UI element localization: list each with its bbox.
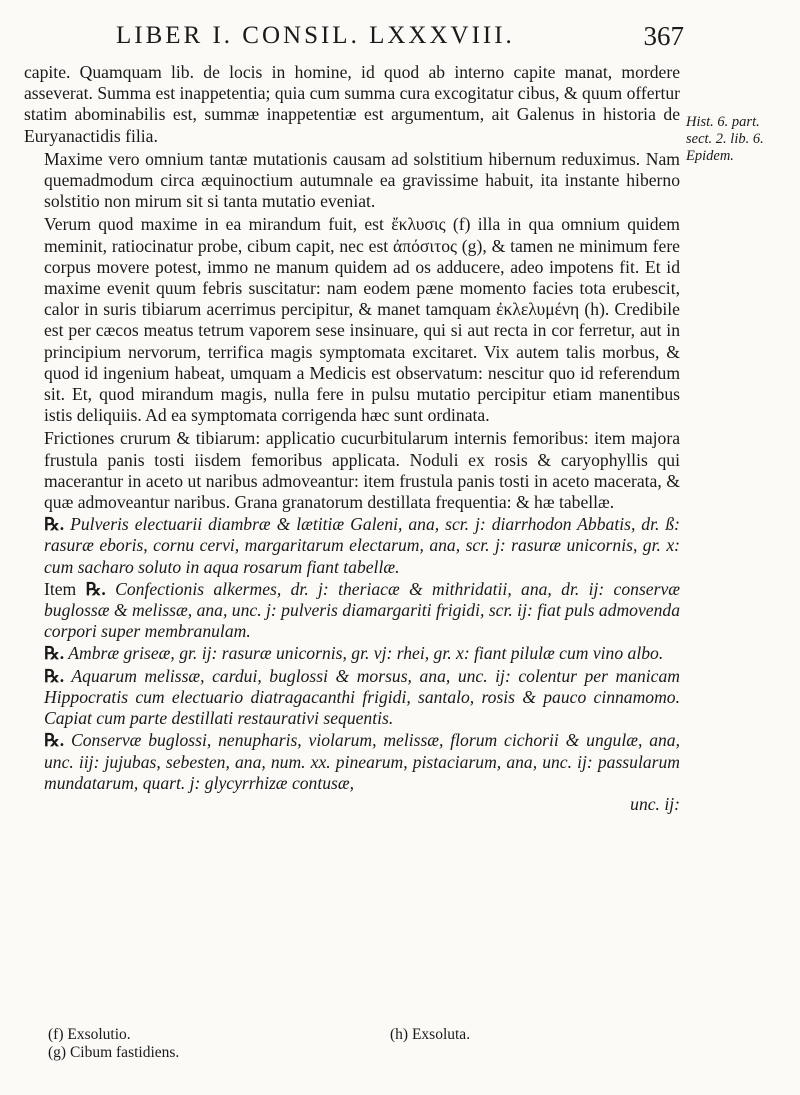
prescription-lead: Item [44,578,77,599]
margin-note-line: Hist. 6. part. [686,114,760,130]
catchword: unc. ij: [630,793,680,814]
prescription-3 [24,643,680,664]
prescription-text: Confectionis alkermes, dr. j: theriacæ & mithridatii, ana, dr. ij: conservæ buglossæ & melissæ, ana, unc. j: pulveris diamargariti frigidi, scr. ij: fiat puls admovenda corpori super membranulam. [44,578,681,642]
footnote-g: (g) Cibum fastidiens. [48,1044,180,1061]
prescription-2 [24,579,680,643]
margin-note-line: Epidem. [686,148,734,164]
recipe-symbol: ℞. [44,730,65,751]
paragraph-2: Maxime vero omnium tantæ mutationis causam ad solstitium hibernum reduximus. Nam quemadmodum circa æquinoctium autumnale ea gravissime habuit, ita instante hiberno solstitio non mirum sit si tanta mutatio eveniat. [44,148,680,212]
recipe-symbol: ℞. [44,643,65,664]
margin-note-line: sect. 2. lib. 6. [686,131,764,147]
paragraph-4: Frictiones crurum & tibiarum: applicatio cucurbitularum internis femoribus: item majora frustula panis tosti iisdem femoribus applicata. Noduli ex rosis & caryophyllis qui macerantur in aceto ut naribus admoveantur: item frustula panis tosti in aceto macerata, & quæ admoveantur naribus. Grana granatorum destillata frequentia: & hæ tabellæ. [44,428,680,513]
paragraph-1: capite. Quamquam lib. de locis in homine, id quod ab interno capite manat, mordere asseverat. Summa est inappetentia; quia cum summa cura excogitatur cibus, & quum offertur statim abominabilis est, summæ inappetentiæ est argumentum, ait Galenus in historia de Euryanactidis filia. [24,62,680,146]
recipe-symbol: ℞. [44,514,65,535]
main-text [24,62,680,815]
prescription-1 [24,514,680,578]
page-number: 367 [643,21,684,51]
recipe-symbol: ℞. [85,578,106,599]
page-header [60,21,684,58]
prescription-4 [24,666,680,730]
paragraph-3: Verum quod maxime in ea mirandum fuit, est ἔκλυσις (f) illa in qua omnium quidem meminit, ratiocinatur probe, cibum capit, nec est ἀπόσιτος (g), & tamen ne minimum fere corpus movere potest, immo ne manum quidem ad os adducere, adeo impotens fit. Et id maxime evenit quum febris suscitatur: nam eodem pæne momento facies tota erubescit, calor in suris tibiarum acerrimus percipitur, & manet tamquam ἐκλελυμένη (h). Credibile est per cæcos meatus tetrum vaporem sese insinuare, qui si aut recta in cor ferretur, aut in principium nervorum, terrifica magis symptomata excitaret. Vix autem talis morbus, & quod id ingenium habeat, umquam a Medicis est observatum: nescitur quo id referendum sit. Et, quod mirandum magis, nulla fere in pulsu mutatio percipitur etiam manentibus istis deliquiis. Ad ea symptomata corrigenda hæc sunt ordinata. [44,214,680,426]
prescription-text: Ambræ griseæ, gr. ij: rasuræ unicornis, gr. vj: rhei, gr. x: fiant pilulæ cum vino albo. [68,643,664,664]
recipe-symbol: ℞. [44,665,65,686]
prescription-text: Aquarum melissæ, cardui, buglossi & morsus, ana, unc. ij: colentur per manicam Hippocratis cum electuario diatragacanthi frigidi, santalo, rosis & pauco cinnamomo. Capiat cum parte destillati restaurativi sequentis. [44,665,680,729]
footnote-h: (h) Exsoluta. [390,1026,471,1043]
footnote-f: (f) Exsolutio. [48,1026,131,1043]
running-head: LIBER I. CONSIL. LXXXVIII. [116,22,515,49]
prescription-text: Pulveris electuarii diambræ & lætitiæ Galeni, ana, scr. j: diarrhodon Abbatis, dr. ß: rasuræ eboris, cornu cervi, margaritarum electarum, ana, scr. j: rasuræ unicornis, gr. x: cum sacharo soluto in aqua rosarum fiant tabellæ. [44,514,680,577]
margin-note [686,114,796,165]
prescription-5 [24,730,680,794]
prescription-text: Conservæ buglossi, nenupharis, violarum, melissæ, florum cichorii & ungulæ, ana, unc. iij: jujubas, sebesten, ana, num. xx. pinearum, pistaciarum, ana, unc. ij: passularum mundatarum, quart. j: glycyrrhizæ contusæ, [44,730,680,793]
